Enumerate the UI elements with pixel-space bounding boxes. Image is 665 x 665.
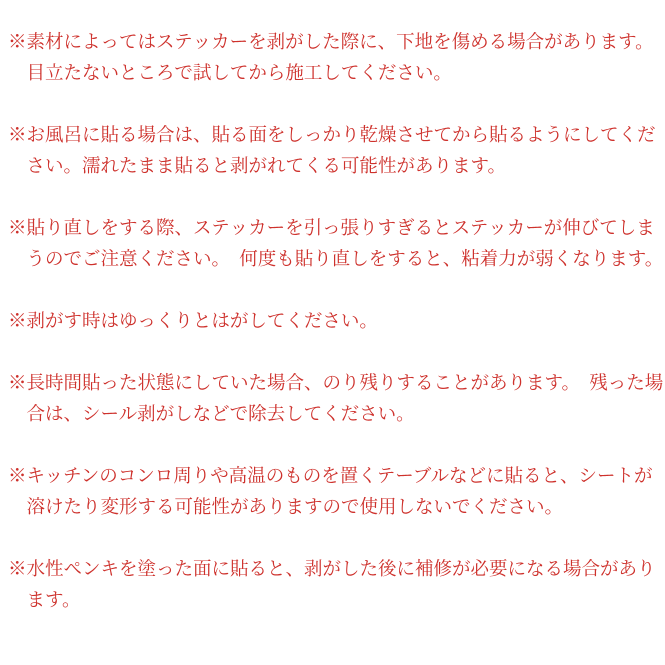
- note-line: ※お風呂に貼る場合は、貼る面をしっかり乾燥させてから貼るようにしてくだ: [8, 124, 656, 145]
- note-paragraph: [8, 305, 661, 336]
- note-line: さい。濡れたまま貼ると剥がれてくる可能性があります。: [26, 155, 507, 176]
- note-paragraph: [8, 212, 664, 274]
- note-line: ます。: [26, 589, 81, 610]
- note-line: 目立たないところで試してから施工してください。: [26, 62, 452, 83]
- note-paragraph: [8, 553, 661, 615]
- note-line: 溶けたり変形する可能性がありますので使用しないでください。: [26, 496, 564, 517]
- note-line: ※水性ペンキを塗った面に貼ると、剥がした後に補修が必要になる場合があり: [8, 558, 656, 579]
- note-paragraph: [8, 26, 661, 88]
- note-line: ※キッチンのコンロ周りや高温のものを置くテーブルなどに貼ると、シートが: [8, 465, 653, 486]
- note-line: うのでご注意ください。 何度も貼り直しをすると、粘着力が弱くなります。: [26, 248, 664, 269]
- note-line: ※貼り直しをする際、ステッカーを引っ張りすぎるとステッカーが伸びてしま: [8, 217, 655, 238]
- note-line: ※剥がす時はゆっくりとはがしてください。: [8, 310, 378, 331]
- note-line: ※素材によってはステッカーを剥がした際に、下地を傷める場合があります。: [8, 31, 654, 52]
- note-paragraph: [8, 460, 661, 522]
- note-line: 合は、シール剥がしなどで除去してください。: [26, 403, 415, 424]
- note-line: ※長時間貼った状態にしていた場合、のり残りすることがあります。 残った場: [8, 372, 664, 393]
- note-paragraph: [8, 119, 661, 181]
- note-paragraph: [8, 367, 664, 429]
